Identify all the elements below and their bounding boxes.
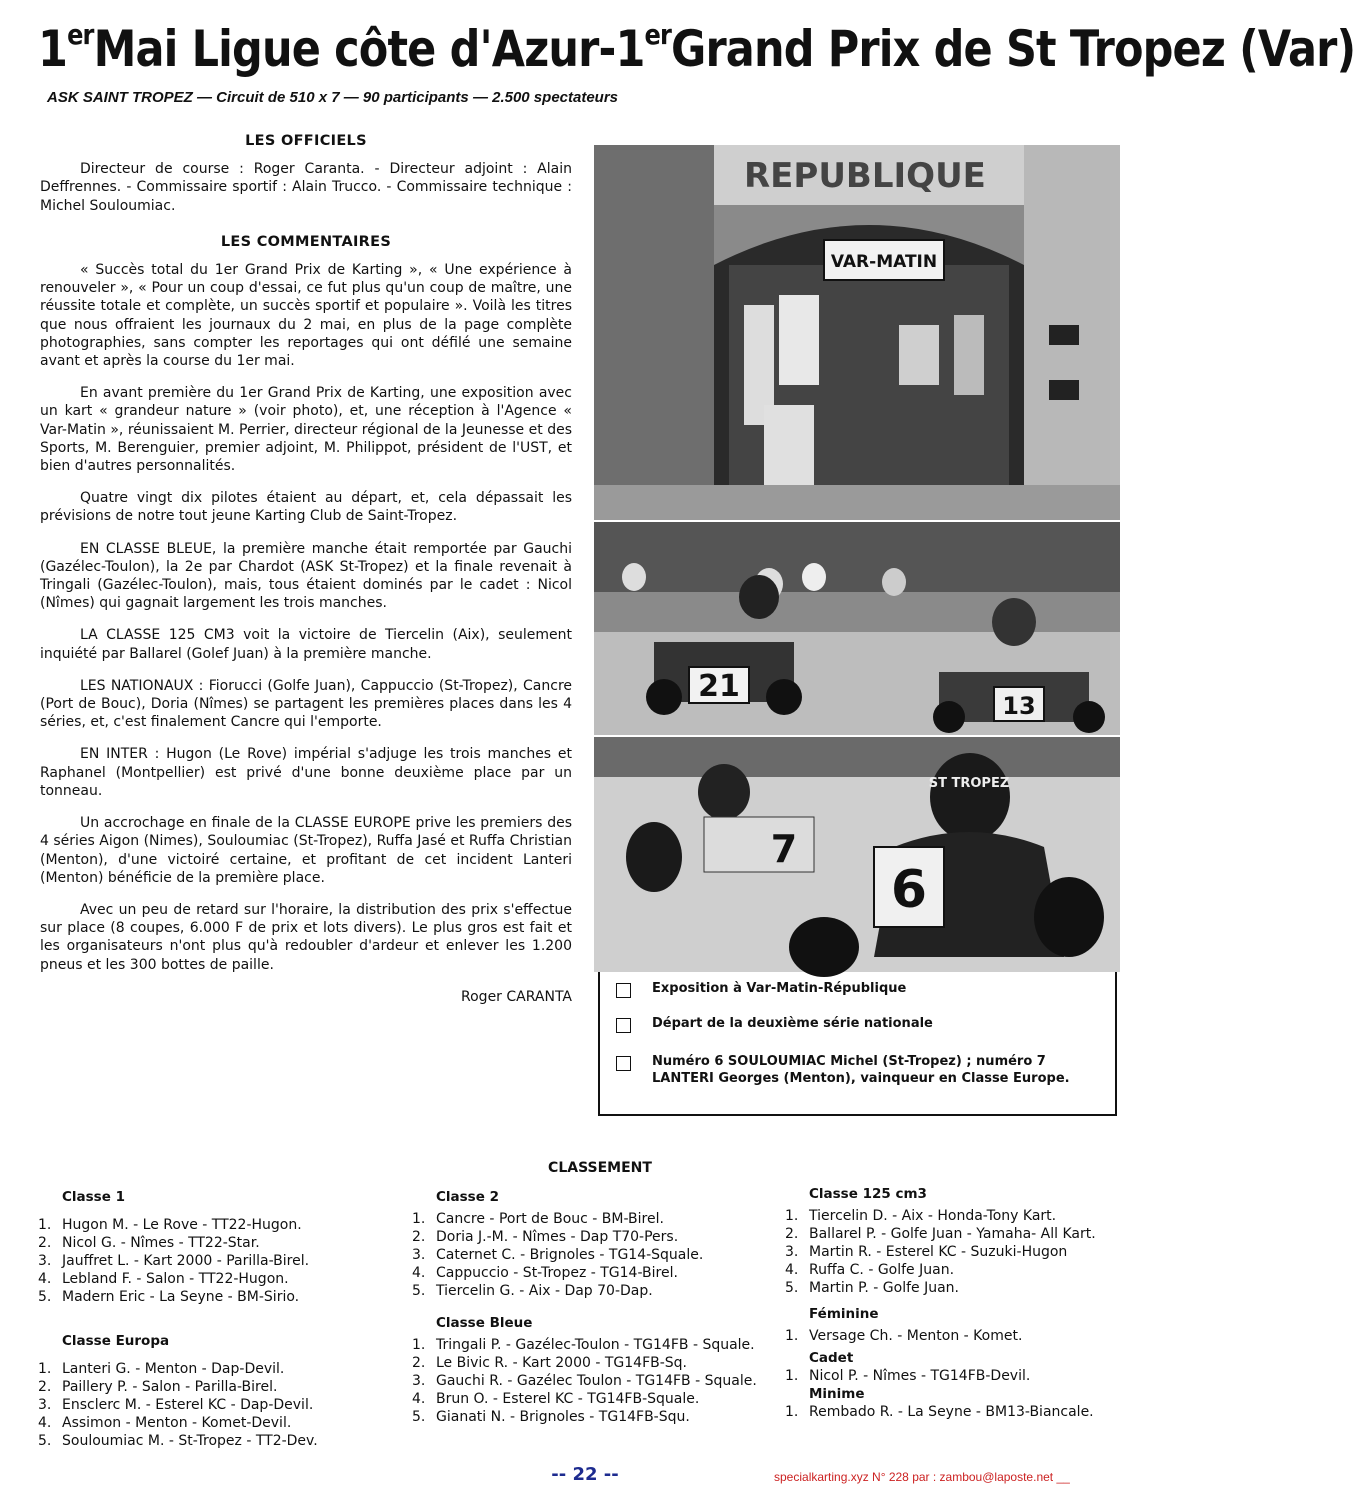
result-entry: Gauchi R. - Gazélec Toulon - TG14FB - Squale.	[436, 1373, 757, 1389]
result-row	[785, 1279, 1135, 1297]
result-entry: Souloumiac M. - St-Tropez - TT2-Dev.	[62, 1433, 318, 1449]
article-column	[40, 132, 572, 1006]
result-row	[38, 1360, 408, 1378]
race-subtitle: ASK SAINT TROPEZ — Circuit de 510 x 7 — 90 participants — 2.500 spectateurs	[47, 89, 619, 106]
result-entry: Gianati N. - Brignoles - TG14FB-Squ.	[436, 1409, 690, 1425]
caption-checkbox	[616, 983, 631, 998]
class-heading: Classe 125 cm3	[809, 1186, 927, 1202]
class-heading: Féminine	[809, 1306, 879, 1322]
results-list	[38, 1360, 408, 1450]
result-rank: 3.	[412, 1373, 426, 1389]
result-row	[785, 1327, 1135, 1345]
result-row	[412, 1336, 772, 1354]
kart-number-6: 6	[890, 860, 928, 920]
result-rank: 2.	[38, 1235, 52, 1251]
result-row	[785, 1403, 1135, 1421]
helmet-lettering: ST TROPEZ	[928, 776, 1010, 791]
classement-column-2	[412, 1188, 772, 1440]
result-entry: Le Bivic R. - Kart 2000 - TG14FB-Sq.	[436, 1355, 688, 1371]
result-rank: 3.	[38, 1253, 52, 1269]
result-row	[38, 1288, 408, 1306]
var-matin-sign: VAR-MATIN	[830, 252, 938, 272]
result-rank: 5.	[38, 1289, 52, 1305]
result-entry: Tiercelin D. - Aix - Honda-Tony Kart.	[809, 1208, 1057, 1224]
result-row	[412, 1246, 772, 1264]
result-row	[785, 1207, 1135, 1225]
result-rank: 4.	[38, 1415, 52, 1431]
result-rank: 1.	[785, 1368, 799, 1384]
photo-captions	[598, 972, 1117, 1116]
article-paragraph: Un accrochage en finale de la CLASSE EUROPE prive les premiers des 4 séries Aigon (Nimes), Souloumiac (St-Tropez), Ruffa Jasé et Ruffa Christian (Menton), d'une victoiré certaine, et profitant de cet incident Lanteri (Menton) bénéficie de la première place.	[40, 815, 572, 886]
result-row	[412, 1264, 772, 1282]
result-entry: Caternet C. - Brignoles - TG14-Squale.	[436, 1247, 704, 1263]
class-heading: Classe Europa	[62, 1333, 170, 1349]
result-rank: 1.	[412, 1337, 426, 1353]
result-row	[412, 1282, 772, 1300]
results-list	[785, 1207, 1135, 1297]
kart-number-13: 13	[1002, 692, 1036, 720]
photo-race-start	[594, 522, 1120, 735]
results-list	[785, 1327, 1135, 1345]
result-rank: 1.	[785, 1404, 799, 1420]
result-row	[38, 1252, 408, 1270]
results-list	[38, 1216, 408, 1306]
author-signature: Roger CARANTA	[461, 988, 572, 1005]
article-paragraph: EN CLASSE BLEUE, la première manche était remportée par Gauchi (Gazélec-Toulon), la 2e par Chardot (ASK St-Tropez) et la finale revenait à Tringali (Gazélec-Toulon), mais, tous étaient dominés par le cadet : Nicol (Nîmes) qui gagnait largement les trois manches.	[40, 540, 572, 612]
officiels-text: Directeur de course : Roger Caranta. - Directeur adjoint : Alain Deffrennes. - Commissaire sportif : Alain Trucco. - Commissaire technique : Michel Souloumiac.	[40, 161, 572, 214]
result-entry: Paillery P. - Salon - Parilla-Birel.	[62, 1379, 278, 1395]
result-rank: 2.	[412, 1229, 426, 1245]
result-row	[785, 1243, 1135, 1261]
result-row	[785, 1261, 1135, 1279]
class-heading: Minime	[809, 1386, 865, 1402]
result-entry: Ballarel P. - Golfe Juan - Yamaha- All Kart.	[809, 1226, 1096, 1242]
article-paragraph: Quatre vingt dix pilotes étaient au départ, et, cela dépassait les prévisions de notre tout jeune Karting Club de Saint-Tropez.	[40, 490, 572, 525]
class-heading: Classe 2	[436, 1189, 499, 1205]
photo-exhibition	[594, 145, 1120, 520]
kart-number-7: 7	[770, 827, 798, 871]
result-row	[38, 1234, 408, 1252]
result-entry: Martin P. - Golfe Juan.	[809, 1280, 959, 1296]
classement-title: CLASSEMENT	[548, 1160, 652, 1176]
result-rank: 5.	[38, 1433, 52, 1449]
source-credit: specialkarting.xyz N° 228 par : zambou@laposte.net __	[774, 1470, 1070, 1484]
result-entry: Cappuccio - St-Tropez - TG14-Birel.	[436, 1265, 678, 1281]
results-list	[785, 1367, 1135, 1385]
result-row	[785, 1367, 1135, 1385]
result-rank: 4.	[412, 1265, 426, 1281]
class-heading: Classe Bleue	[436, 1315, 533, 1331]
result-entry: Martin R. - Esterel KC - Suzuki-Hugon	[809, 1244, 1068, 1260]
result-rank: 1.	[412, 1211, 426, 1227]
caption-karts: Numéro 6 SOULOUMIAC Michel (St-Tropez) ; numéro 7 LANTERI Georges (Menton), vainqueur en Classe Europe.	[652, 1054, 1070, 1086]
result-rank: 2.	[38, 1379, 52, 1395]
result-entry: Tringali P. - Gazélec-Toulon - TG14FB - Squale.	[436, 1337, 755, 1353]
result-rank: 4.	[38, 1271, 52, 1287]
result-row	[38, 1216, 408, 1234]
building-lettering: REPUBLIQUE	[744, 156, 986, 196]
caption-race-start: Départ de la deuxième série nationale	[652, 1016, 933, 1031]
photo-karts-6-7	[594, 737, 1120, 972]
result-entry: Hugon M. - Le Rove - TT22-Hugon.	[62, 1217, 302, 1233]
result-rank: 1.	[785, 1328, 799, 1344]
result-rank: 4.	[785, 1262, 799, 1278]
result-entry: Nicol G. - Nîmes - TT22-Star.	[62, 1235, 260, 1251]
result-entry: Rembado R. - La Seyne - BM13-Biancale.	[809, 1404, 1094, 1420]
result-rank: 3.	[412, 1247, 426, 1263]
article-paragraph: « Succès total du 1er Grand Prix de Karting », « Une expérience à renouveler », « Pour un coup d'essai, ce fut plus qu'un coup de maître, une réussite totale et complète, un succès sportif et populaire ». Voilà les titres que nous offraient les journaux du 2 mai, en plus de la page complète photographies, sans compter les reportages qui ont défilé une semaine avant et après la course du 1er mai.	[40, 262, 572, 370]
result-entry: Nicol P. - Nîmes - TG14FB-Devil.	[809, 1368, 1031, 1384]
result-rank: 5.	[412, 1409, 426, 1425]
result-row	[412, 1408, 772, 1426]
officiels-heading: LES OFFICIELS	[245, 133, 367, 149]
result-row	[785, 1225, 1135, 1243]
result-entry: Ruffa C. - Golfe Juan.	[809, 1262, 955, 1278]
result-entry: Tiercelin G. - Aix - Dap 70-Dap.	[436, 1283, 653, 1299]
caption-exhibition: Exposition à Var-Matin-République	[652, 981, 907, 996]
result-rank: 1.	[38, 1217, 52, 1233]
result-entry: Ensclerc M. - Esterel KC - Dap-Devil.	[62, 1397, 314, 1413]
page-number: -- 22 --	[551, 1464, 619, 1485]
result-entry: Lanteri G. - Menton - Dap-Devil.	[62, 1361, 285, 1377]
article-paragraph: Avec un peu de retard sur l'horaire, la distribution des prix s'effectue sur place (8 coupes, 6.000 F de prix et lots divers). Le plus gros est fait et les organisateurs n'ont plus qu'à redoubler d'ardeur et enlever les 1.200 pneus et les 300 bottes de paille.	[40, 901, 572, 973]
result-row	[38, 1432, 408, 1450]
result-rank: 4.	[412, 1391, 426, 1407]
result-entry: Brun O. - Esterel KC - TG14FB-Squale.	[436, 1391, 700, 1407]
article-paragraph: EN INTER : Hugon (Le Rove) impérial s'adjuge les trois manches et Raphanel (Montpellier) est privé d'une bonne deuxième place par un tonneau.	[40, 746, 572, 799]
results-list	[785, 1403, 1135, 1421]
article-paragraph: LES NATIONAUX : Fiorucci (Golfe Juan), Cappuccio (St-Tropez), Cancre (Port de Bouc), Doria (Nîmes) se partagent les premières places dans les 4 séries, et, c'est finalement Cancre qui l'emporte.	[40, 677, 572, 731]
class-heading: Classe 1	[62, 1189, 125, 1205]
caption-checkbox	[616, 1018, 631, 1033]
result-rank: 5.	[412, 1283, 426, 1299]
class-heading: Cadet	[809, 1350, 854, 1366]
result-row	[38, 1396, 408, 1414]
article-paragraph: En avant première du 1er Grand Prix de Karting, une exposition avec un kart « grandeur nature » (voir photo), et, une réception à l'Agence « Var-Matin », réunissaient M. Perrier, directeur régional de la Jeunesse et des Sports, M. Berenguier, premier adjoint, M. Philippot, président de l'UST, et bien d'autres personnalités.	[40, 385, 572, 475]
kart-number-21: 21	[698, 669, 740, 704]
result-row	[412, 1210, 772, 1228]
result-rank: 1.	[785, 1208, 799, 1224]
classement-column-3	[785, 1185, 1135, 1435]
result-entry: Assimon - Menton - Komet-Devil.	[62, 1415, 292, 1431]
result-rank: 2.	[412, 1355, 426, 1371]
results-list	[412, 1336, 772, 1426]
result-row	[412, 1372, 772, 1390]
article-paragraph: LA CLASSE 125 CM3 voit la victoire de Tiercelin (Aix), seulement inquiété par Ballarel (Golef Juan) à la première manche.	[40, 627, 572, 662]
results-list	[412, 1210, 772, 1300]
result-rank: 3.	[785, 1244, 799, 1260]
result-row	[412, 1228, 772, 1246]
classement-column-1	[38, 1188, 408, 1464]
result-entry: Versage Ch. - Menton - Komet.	[809, 1328, 1023, 1344]
result-row	[412, 1390, 772, 1408]
result-entry: Cancre - Port de Bouc - BM-Birel.	[436, 1211, 664, 1227]
commentaires-heading: LES COMMENTAIRES	[220, 233, 392, 250]
result-entry: Madern Eric - La Seyne - BM-Sirio.	[62, 1289, 300, 1305]
result-entry: Doria J.-M. - Nîmes - Dap T70-Pers.	[436, 1229, 679, 1245]
result-rank: 1.	[38, 1361, 52, 1377]
caption-checkbox	[616, 1056, 631, 1071]
result-rank: 5.	[785, 1280, 799, 1296]
result-entry: Jauffret L. - Kart 2000 - Parilla-Birel.	[62, 1253, 310, 1269]
result-row	[38, 1378, 408, 1396]
result-row	[412, 1354, 772, 1372]
result-rank: 3.	[38, 1397, 52, 1413]
page-title: 1erMai Ligue côte d'Azur-1erGrand Prix de St Tropez (Var)	[38, 18, 1355, 78]
result-entry: Lebland F. - Salon - TT22-Hugon.	[62, 1271, 289, 1287]
result-row	[38, 1270, 408, 1288]
result-rank: 2.	[785, 1226, 799, 1242]
result-row	[38, 1414, 408, 1432]
